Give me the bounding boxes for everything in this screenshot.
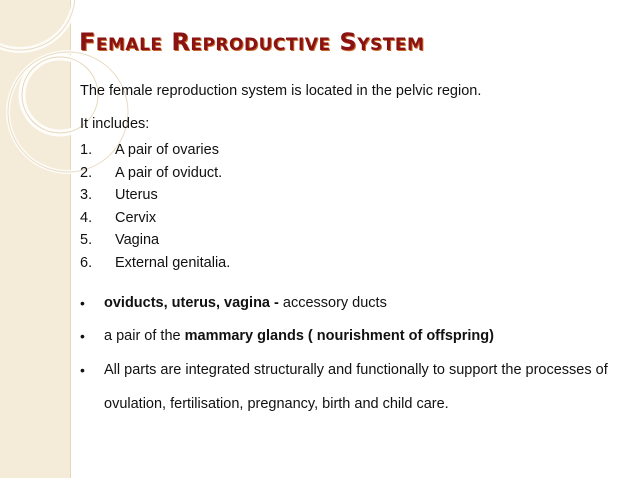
- bullet-marker: •: [80, 328, 85, 344]
- list-number: 2.: [80, 164, 93, 181]
- list-item: [80, 207, 230, 230]
- list-item-text: Cervix: [115, 209, 157, 226]
- list-item: [80, 229, 230, 252]
- list-item-text: A pair of oviduct.: [115, 164, 223, 181]
- bullet-bold-text: oviducts, uterus, vagina -: [104, 295, 283, 311]
- list-number: 6.: [80, 254, 93, 271]
- list-number: 4.: [80, 209, 93, 226]
- list-item-text: Vagina: [115, 232, 160, 249]
- bullet-text: All parts are integrated structurally and functionally to support the processes of ovulation, fertilisation, pregnancy, birth and child care.: [104, 362, 608, 412]
- list-item: [80, 184, 230, 207]
- bullet-marker: •: [80, 295, 85, 311]
- intro-paragraph: The female reproduction system is located in the pelvic region.: [80, 83, 482, 99]
- bullet-item-accessory-ducts: [80, 290, 625, 317]
- list-item: [80, 252, 230, 275]
- list-item: [80, 139, 230, 162]
- bullet-text: a pair of the: [104, 328, 185, 344]
- bullet-text: accessory ducts: [282, 295, 387, 311]
- slide-title: Female Reproductive System: [79, 28, 425, 56]
- reproductive-parts-list: [80, 139, 230, 275]
- bullet-item-integration: [80, 353, 625, 421]
- list-item-text: A pair of ovaries: [115, 142, 219, 158]
- list-item: [80, 162, 230, 185]
- includes-label: It includes:: [80, 116, 150, 132]
- list-item-text: External genitalia.: [115, 254, 231, 271]
- bullet-marker: •: [80, 362, 85, 378]
- list-number: 3.: [80, 187, 93, 204]
- bullet-bold-text: mammary glands ( nourishment of offspring): [184, 328, 494, 344]
- list-item-text: Uterus: [115, 187, 158, 204]
- list-number: 5.: [80, 232, 93, 249]
- list-number: 1.: [80, 142, 93, 158]
- bullet-list: [80, 290, 625, 427]
- bullet-item-mammary-glands: [80, 323, 625, 350]
